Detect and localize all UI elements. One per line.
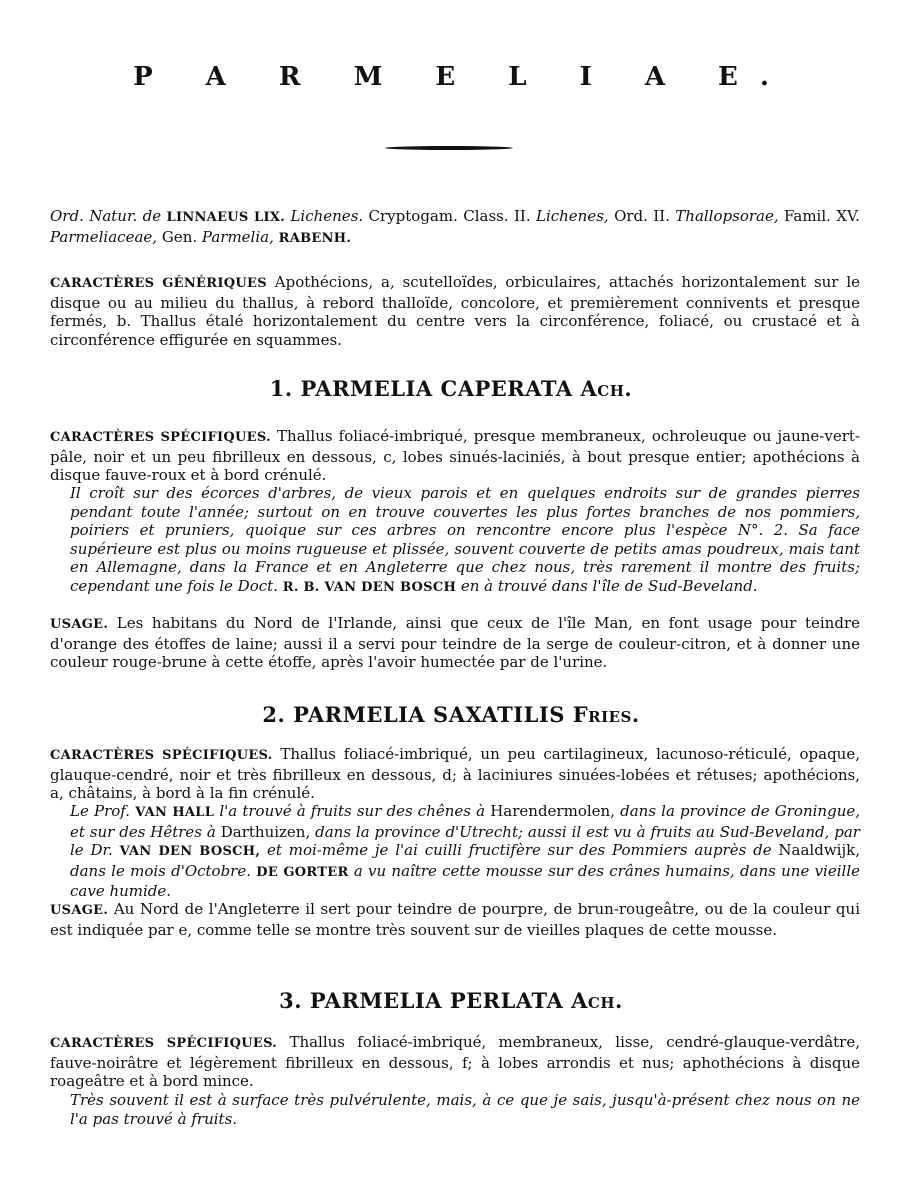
rabenh: RABENH.	[278, 230, 352, 246]
species-2-habitat-d: dans la province d'Utrecht; aussi il est vu à fruits au Sud-Beveland, par le Dr.	[70, 822, 860, 859]
species-2-usage	[50, 900, 860, 939]
species-1-spec-label: CARACTÈRES SPÉCIFIQUES.	[50, 430, 271, 445]
ord-2: Ord. II.	[614, 207, 670, 225]
famil: Famil. XV.	[783, 207, 860, 225]
species-1-habitat-person: R. B. VAN DEN BOSCH	[282, 579, 457, 595]
species-2-usage-text: Au Nord de l'Angleterre il sert pour teindre de pourpre, de brun-rougeâtre, ou de la couleur qui est indiquée par e, comme telle se montre très souvent sur de vieilles plaques de cette mousse.	[50, 900, 860, 939]
generic-paragraph	[50, 273, 860, 349]
parmelia: Parmelia,	[201, 227, 274, 246]
species-2-heading	[0, 702, 902, 727]
species-2-usage-label: USAGE.	[50, 903, 109, 918]
species-3-characters	[50, 1033, 860, 1091]
gen: Gen.	[161, 227, 198, 246]
species-2-spec-label: CARACTÈRES SPÉCIFIQUES.	[50, 748, 273, 763]
species-3-spec-text: Thallus foliacé-imbriqué, membraneux, lisse, cendré-glauque-verdâtre, fauve-noirâtre et légèrement fibrilleux en dessous, f; à lobes arrondis et nus; aphothécions à disque roageâtre et à bord mince.	[50, 1033, 860, 1090]
species-2-habitat-f: dans le mois d'Octobre.	[70, 861, 251, 880]
species-1-habitat	[50, 484, 860, 597]
species-2-name: PARMELIA SAXATILIS	[293, 702, 565, 727]
generic-label: CARACTÈRES GÉNÉRIQUES	[50, 276, 267, 291]
species-2-spec-text: Thallus foliacé-imbriqué, un peu cartilagineux, lacunoso-réticulé, opaque, glauque-cendré, noir et très fibrilleux en dessous, d; à laciniures sinuées-lobées et rétuses; apothécions, a, châtains, à bord à la fin crénulé.	[50, 745, 860, 802]
species-2-habitat-person-3: DE GORTER	[256, 864, 349, 880]
thallopsorae: Thallopsorae,	[675, 207, 779, 225]
species-2-habitat-place-1: Harendermolen,	[490, 802, 615, 820]
species-2-number: 2.	[262, 702, 286, 727]
species-2-habitat-person-1: VAN HALL	[135, 805, 215, 820]
linnaeus: LINNAEUS LIX.	[166, 210, 286, 225]
species-2-habitat-place-3: Naaldwijk,	[778, 841, 860, 859]
species-3-author: Ach.	[571, 988, 623, 1013]
species-2-author: Fries.	[572, 702, 640, 727]
species-1-heading	[0, 376, 902, 401]
species-2-habitat-c: dans la province de Groningue, et sur des Hêtres à	[70, 802, 860, 841]
page-title: P A R M E L I A E.	[133, 62, 791, 92]
species-1-usage	[50, 614, 860, 672]
species-3-number: 3.	[279, 988, 303, 1013]
species-1-habitat-b: en à trouvé dans l'île de Sud-Beveland.	[460, 576, 758, 595]
species-3-name: PARMELIA PERLATA	[309, 988, 564, 1013]
parmeliaceae: Parmeliaceae,	[50, 227, 158, 246]
species-2-habitat-person-2: VAN DEN BOSCH,	[119, 844, 261, 859]
species-1-habitat-a: Il croît sur des écorces d'arbres, de vieux parois et en quelques endroits sur de grandes pierres pendant toute l'année; surtout on en trouve couvertes les plus fortes branches de nos pommiers, poiriers et pruniers, quoique sur ces arbres on rencontre encore plus l'espèce N°. 2. Sa face supérieure est plus ou moins rugueuse et plissée, souvent couverte de petits amas poudreux, mais tant en Allemagne, dans la France et en Angleterre que chez nous, très rarement il montre des fruits; cependant une fois le Doct.	[70, 484, 860, 595]
species-2-habitat-b: l'a trouvé à fruits sur des chênes à	[219, 802, 486, 820]
species-2-habitat	[50, 802, 860, 901]
species-1-usage-text: Les habitans du Nord de l'Irlande, ainsi que ceux de l'île Man, en font usage pour teindre d'orange des étoffes de laine; aussi il a servi pour teindre de la serge de couleur-citron, et à donner une couleur rouge-brune à cette étoffe, après l'avoir humectée par de l'urine.	[50, 614, 860, 671]
title-rule	[385, 146, 513, 150]
cryptogam: Cryptogam. Class. II.	[368, 207, 531, 225]
species-1-usage-label: USAGE.	[50, 617, 109, 632]
lichenes-1: Lichenes.	[290, 207, 364, 225]
classification-paragraph	[50, 207, 860, 248]
species-2-habitat-e: et moi-même je l'ai cuilli fructifère sur des Pommiers auprès de	[267, 841, 772, 859]
species-1-characters	[50, 427, 860, 485]
species-1-number: 1.	[269, 376, 293, 401]
species-2-habitat-g: a vu naître cette mousse sur des crânes humains, dans une vieille cave humide.	[70, 861, 860, 900]
species-3-heading	[0, 988, 902, 1013]
generic-text: Apothécions, a, scutelloïdes, orbiculaires, attachés horizontalement sur le disque ou au milieu du thallus, à rebord thalloïde, concolore, et premièrement connivents et presque fermés, b. Thallus étalé horizontalement du centre vers la circonférence, foliacé, ou crustacé et à circonférence effigurée en squammes.	[50, 273, 860, 349]
species-3-habitat-text: Très souvent il est à surface très pulvérulente, mais, à ce que je sais, jusqu'à-présent chez nous on ne l'a pas trouvé à fruits.	[70, 1091, 860, 1128]
species-2-habitat-place-2: Darthuizen,	[220, 822, 311, 841]
species-3-habitat	[50, 1091, 860, 1128]
species-2-habitat-a: Le Prof.	[70, 802, 131, 820]
species-1-spec-text: Thallus foliacé-imbriqué, presque membraneux, ochroleuque ou jaune-vert-pâle, noir et un peu fibrilleux en dessous, c, lobes sinués-laciniés, à bout presque entier; apothécions à disque fauve-roux et à bord crénulé.	[50, 427, 860, 484]
ord-natur: Ord. Natur. de	[50, 207, 162, 225]
lichenes-2: Lichenes,	[535, 207, 609, 225]
species-3-spec-label: CARACTÈRES SPÉCIFIQUES.	[50, 1036, 278, 1051]
species-1-name: PARMELIA CAPERATA	[300, 376, 573, 401]
species-2-characters	[50, 745, 860, 803]
species-1-author: Ach.	[580, 376, 633, 401]
